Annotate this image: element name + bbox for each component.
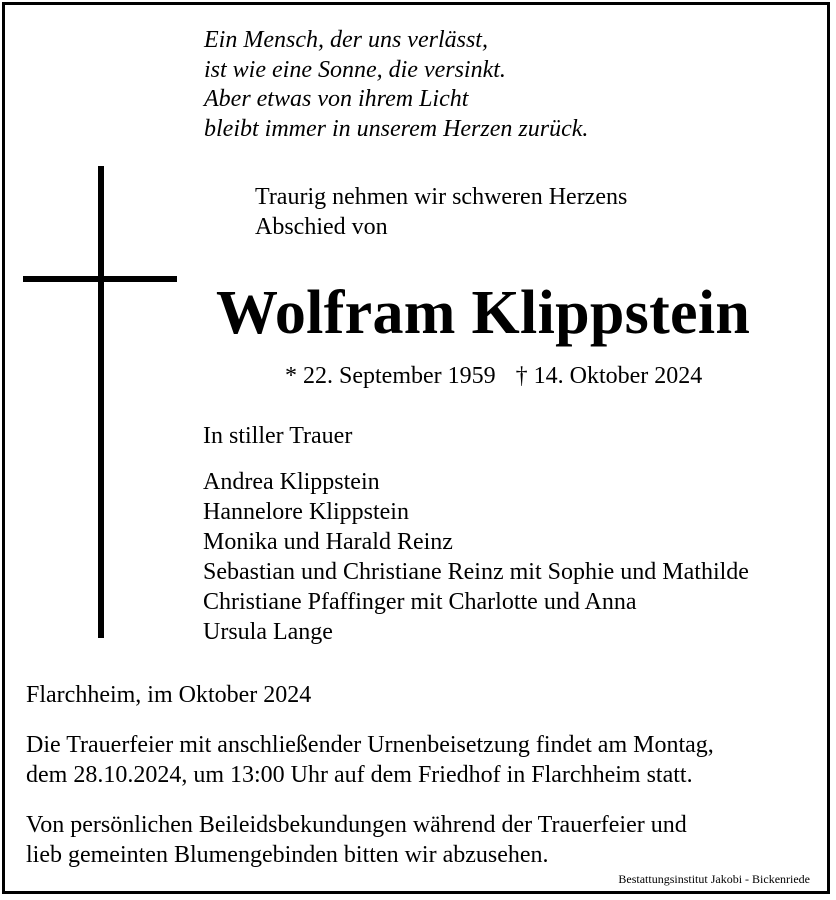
condolence-notice: [26, 810, 687, 870]
deceased-name: Wolfram Klippstein: [216, 279, 751, 347]
poem-line: Aber etwas von ihrem Licht: [204, 86, 469, 112]
service-line: Die Trauerfeier mit anschließender Urnenbeisetzung findet am Montag,: [26, 732, 714, 758]
funeral-home-credit: Bestattungsinstitut Jakobi - Bickenriede: [618, 872, 810, 886]
family-member: Hannelore Klippstein: [203, 499, 409, 525]
poem: [204, 26, 588, 144]
mourning-heading: In stiller Trauer: [203, 423, 353, 449]
family-member: Monika und Harald Reinz: [203, 529, 453, 555]
cross-horizontal-bar: [23, 276, 177, 282]
service-notice: [26, 730, 714, 790]
poem-line: Ein Mensch, der uns verlässt,: [204, 27, 488, 53]
condolence-line: lieb gemeinten Blumengebinden bitten wir abzusehen.: [26, 842, 549, 868]
family-list: [203, 467, 749, 647]
poem-line: ist wie eine Sonne, die versinkt.: [204, 56, 506, 83]
service-line: dem 28.10.2024, um 13:00 Uhr auf dem Friedhof in Flarchheim statt.: [26, 762, 693, 788]
poem-line: bleibt immer in unserem Herzen zurück.: [204, 115, 589, 142]
life-dates: [285, 361, 702, 391]
place-date: Flarchheim, im Oktober 2024: [26, 682, 312, 708]
condolence-line: Von persönlichen Beileidsbekundungen während der Trauerfeier und: [26, 812, 687, 838]
family-member: Andrea Klippstein: [203, 469, 380, 495]
family-member: Ursula Lange: [203, 619, 333, 645]
family-member: Sebastian und Christiane Reinz mit Sophie und Mathilde: [203, 559, 749, 585]
death-date: † 14. Oktober 2024: [515, 363, 703, 389]
cross-vertical-bar: [98, 166, 104, 638]
birth-date: * 22. September 1959: [285, 363, 496, 389]
intro-line: Traurig nehmen wir schweren Herzens: [255, 184, 628, 210]
intro-line: Abschied von: [255, 214, 388, 240]
intro-text: [255, 182, 627, 242]
family-member: Christiane Pfaffinger mit Charlotte und Anna: [203, 589, 637, 615]
